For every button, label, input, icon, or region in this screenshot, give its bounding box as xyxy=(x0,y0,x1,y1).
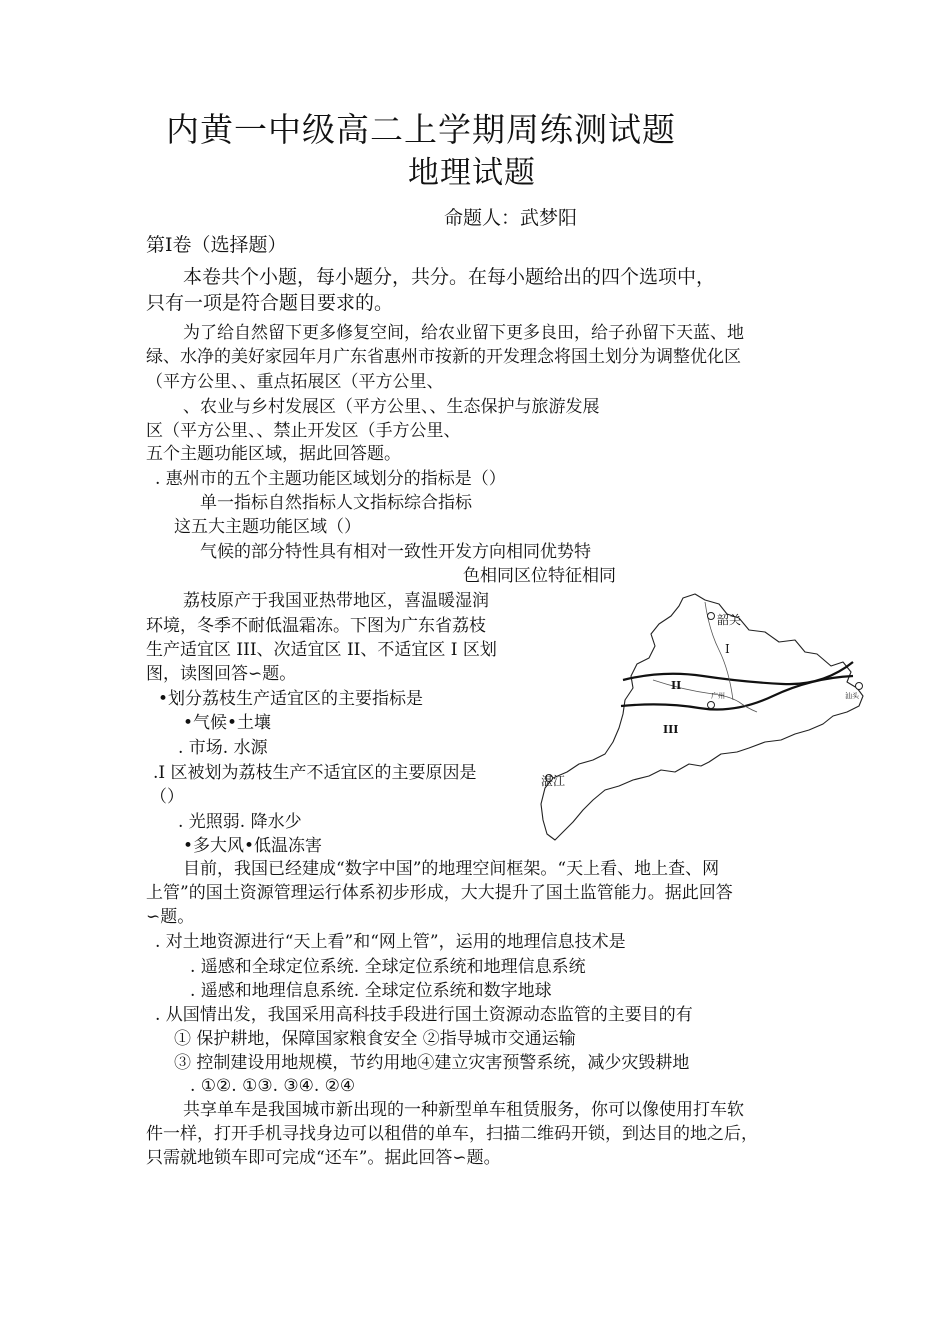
passage1-line-3: （平方公里、、重点拓展区（平方公里、 xyxy=(146,372,444,392)
question-2-options-line-2: 色相同区位特征相同 xyxy=(463,566,616,586)
question-6-options: . ①②. ①③. ③④. ②④ xyxy=(190,1076,356,1096)
question-1-stem: . 惠州市的五个主题功能区域划分的指标是（） xyxy=(155,469,506,489)
city-label-shaoguan: 韶关 xyxy=(717,613,742,627)
passage3-line-1: 目前，我国已经建成“数字中国”的地理空间框架。“天上看、地上查、网 xyxy=(183,859,720,879)
shantou-marker xyxy=(856,683,863,690)
guangdong-litchi-zone-map xyxy=(533,590,878,850)
question-5-stem: . 对土地资源进行“天上看”和“网上管”，运用的地理信息技术是 xyxy=(155,932,626,952)
passage2-line-2: 环境，冬季不耐低温霜冻。下图为广东省荔枝 xyxy=(146,616,486,636)
instructions-line-1: 本卷共个小题，每小题分，共分。在每小题给出的四个选项中， xyxy=(183,266,716,288)
zone-boundaries xyxy=(621,662,853,710)
city-label-guangzhou: 广州 xyxy=(711,692,725,700)
question-5-option-1: . 遥感和全球定位系统. 全球定位系统和地理信息系统 xyxy=(190,957,586,977)
city-label-zhanjiang: 湛江 xyxy=(541,774,566,788)
question-3-option-2: . 市场. 水源 xyxy=(178,738,268,758)
passage1-line-4: 、农业与乡村发展区（平方公里、、生态保护与旅游发展 xyxy=(183,397,600,417)
province-outline xyxy=(541,594,863,840)
question-4-paren: （） xyxy=(150,787,184,807)
question-3-option-1: •气候•土壤 xyxy=(183,713,272,733)
question-4-option-2: •多大风•低温冻害 xyxy=(183,836,323,856)
question-2-options-line-1: 气候的部分特性具有相对一致性开发方向相同优势特 xyxy=(200,542,591,562)
author-line: 命题人：武梦阳 xyxy=(444,207,578,229)
question-4-stem: .I 区被划为荔枝生产不适宜区的主要原因是 xyxy=(153,763,477,783)
passage3-line-3: ∽题。 xyxy=(146,907,195,927)
question-1-options: 单一指标自然指标人文指标综合指标 xyxy=(200,493,472,513)
passage1-line-2: 绿、水净的美好家园年月广东省惠州市按新的开发理念将国土划分为调整优化区 xyxy=(146,347,741,367)
city-markers xyxy=(546,613,863,782)
subject-title: 地理试题 xyxy=(408,155,536,191)
guangzhou-marker xyxy=(708,702,715,709)
passage2-line-1: 荔枝原产于我国亚热带地区，喜温暖湿润 xyxy=(183,591,489,611)
question-3-stem: •划分荔枝生产适宜区的主要指标是 xyxy=(158,689,424,709)
zone-label-II: II xyxy=(671,679,682,692)
passage1-line-5: 区（平方公里、、禁止开发区（手方公里、 xyxy=(146,421,461,441)
section-heading: 第I卷（选择题） xyxy=(146,234,287,256)
passage1-line-1: 为了给自然留下更多修复空间，给农业留下更多良田，给子孙留下天蓝、地 xyxy=(183,323,744,343)
passage2-line-3: 生产适宜区 III、次适宜区 II、不适宜区 I 区划 xyxy=(146,640,497,660)
zone-label-I: I xyxy=(725,642,730,656)
passage4-line-1: 共享单车是我国城市新出现的一种新型单车租赁服务，你可以像使用打车软 xyxy=(183,1100,744,1120)
passage1-line-6: 五个主题功能区域，据此回答题。 xyxy=(146,444,401,464)
passage4-line-2: 件一样，打开手机寻找身边可以租借的单车，扫描二维码开锁，到达目的地之后， xyxy=(146,1124,758,1144)
question-5-option-2: . 遥感和地理信息系统. 全球定位系统和数字地球 xyxy=(190,981,552,1001)
question-4-option-1: . 光照弱. 降水少 xyxy=(178,812,302,832)
passage2-line-4: 图，读图回答∽题。 xyxy=(146,664,297,684)
rivers xyxy=(653,602,757,712)
exam-title: 内黄一中级高二上学期周练测试题 xyxy=(166,110,676,149)
question-6-item-1: ① 保护耕地，保障国家粮食安全 ②指导城市交通运输 xyxy=(174,1029,576,1049)
question-6-stem: . 从国情出发，我国采用高科技手段进行国土资源动态监管的主要目的有 xyxy=(155,1005,693,1025)
question-6-item-2: ③ 控制建设用地规模，节约用地④建立灾害预警系统，减少灾毁耕地 xyxy=(174,1053,690,1073)
shaoguan-marker xyxy=(708,613,715,620)
city-label-shantou: 汕头 xyxy=(845,692,859,700)
passage3-line-2: 上管”的国土资源管理运行体系初步形成，大大提升了国土监管能力。据此回答 xyxy=(146,883,733,903)
zone-label-III: III xyxy=(663,723,679,736)
question-2-stem: 这五大主题功能区域（） xyxy=(174,517,361,537)
passage4-line-3: 只需就地锁车即可完成“还车”。据此回答∽题。 xyxy=(146,1148,501,1168)
instructions-line-2: 只有一项是符合题目要求的。 xyxy=(146,292,394,314)
